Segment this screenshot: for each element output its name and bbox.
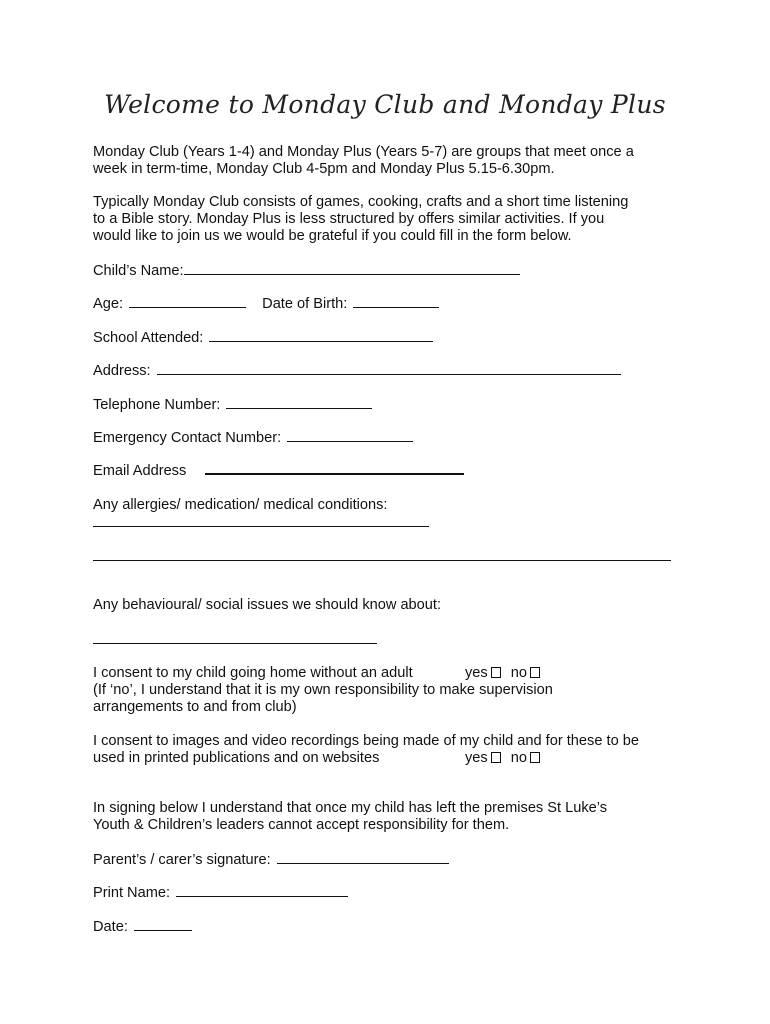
telephone-input[interactable] xyxy=(226,396,372,409)
email-input[interactable] xyxy=(205,465,464,475)
consent-home-yes-checkbox[interactable] xyxy=(491,667,501,678)
allergies-label: Any allergies/ medication/ medical conditions: xyxy=(93,497,388,513)
childs-name-input[interactable] xyxy=(184,262,520,275)
school-field xyxy=(93,329,433,347)
email-field xyxy=(93,463,464,480)
parent-signature-field xyxy=(93,851,449,869)
age-input[interactable] xyxy=(129,295,246,308)
childs-name-label: Child’s Name: xyxy=(93,263,184,279)
telephone-field xyxy=(93,396,372,414)
parent-signature-input[interactable] xyxy=(277,851,449,864)
consent-images-no-label: no xyxy=(510,750,528,766)
allergies-input-line-1 xyxy=(93,514,429,532)
consent-images-line-2 xyxy=(93,750,528,767)
signing-line-2: Youth & Children’s leaders cannot accept responsibility for them. xyxy=(93,817,510,833)
consent-home-line-2: (If ‘no’, I understand that it is my own responsibility to make supervision xyxy=(93,682,553,698)
description-line-3: would like to join us we would be grateful if you could fill in the form below. xyxy=(93,228,572,244)
consent-images-no-checkbox[interactable] xyxy=(530,752,540,763)
telephone-label: Telephone Number: xyxy=(93,397,221,413)
date-field xyxy=(93,918,192,936)
behavioural-label: Any behavioural/ social issues we should know about: xyxy=(93,597,442,613)
consent-images-yes-checkbox[interactable] xyxy=(491,752,501,763)
consent-home-yes-label: yes xyxy=(465,665,488,681)
address-field xyxy=(93,362,621,380)
allergies-input-2[interactable] xyxy=(93,548,671,561)
age-dob-row xyxy=(93,295,439,313)
consent-images-line-1: I consent to images and video recordings being made of my child and for these to be xyxy=(93,733,639,749)
description-line-2: to a Bible story. Monday Plus is less structured by offers similar activities. If you xyxy=(93,211,605,227)
school-attended-label: School Attended: xyxy=(93,330,204,346)
consent-home-no-checkbox[interactable] xyxy=(530,667,540,678)
email-label: Email Address xyxy=(93,463,187,479)
emergency-contact-label: Emergency Contact Number: xyxy=(93,430,282,446)
date-input[interactable] xyxy=(134,918,192,931)
description-line-1: Typically Monday Club consists of games, cooking, crafts and a short time listening xyxy=(93,194,629,210)
school-attended-input[interactable] xyxy=(209,329,433,342)
consent-home-text: I consent to my child going home without an adult xyxy=(93,665,413,681)
behavioural-input[interactable] xyxy=(93,631,377,644)
date-of-birth-label: Date of Birth: xyxy=(262,296,348,312)
print-name-input[interactable] xyxy=(176,884,348,897)
address-input[interactable] xyxy=(157,362,621,375)
allergies-input-line-2 xyxy=(93,548,671,566)
age-label: Age: xyxy=(93,296,124,312)
page-title: Welcome to Monday Club and Monday Plus xyxy=(104,90,666,119)
date-label: Date: xyxy=(93,919,128,935)
intro-line-2: week in term-time, Monday Club 4-5pm and Monday Plus 5.15-6.30pm. xyxy=(93,161,555,177)
childs-name-field xyxy=(93,262,520,280)
emergency-contact-input[interactable] xyxy=(287,429,413,442)
date-of-birth-input[interactable] xyxy=(353,295,439,308)
consent-images-yes-label: yes xyxy=(465,750,488,766)
allergies-input-1[interactable] xyxy=(93,514,429,527)
signing-line-1: In signing below I understand that once my child has left the premises St Luke’s xyxy=(93,800,608,816)
parent-signature-label: Parent’s / carer’s signature: xyxy=(93,852,271,868)
consent-images-text: used in printed publications and on websites xyxy=(93,750,380,766)
consent-home-options xyxy=(465,665,540,682)
consent-home-line-3: arrangements to and from club) xyxy=(93,699,297,715)
consent-images-options xyxy=(465,750,540,767)
behavioural-input-line xyxy=(93,631,377,649)
consent-home-line-1 xyxy=(93,665,528,682)
address-label: Address: xyxy=(93,363,151,379)
print-name-label: Print Name: xyxy=(93,885,171,901)
consent-home-no-label: no xyxy=(510,665,528,681)
emergency-contact-field xyxy=(93,429,413,447)
print-name-field xyxy=(93,884,348,902)
intro-line-1: Monday Club (Years 1-4) and Monday Plus (Years 5-7) are groups that meet once a xyxy=(93,144,634,160)
